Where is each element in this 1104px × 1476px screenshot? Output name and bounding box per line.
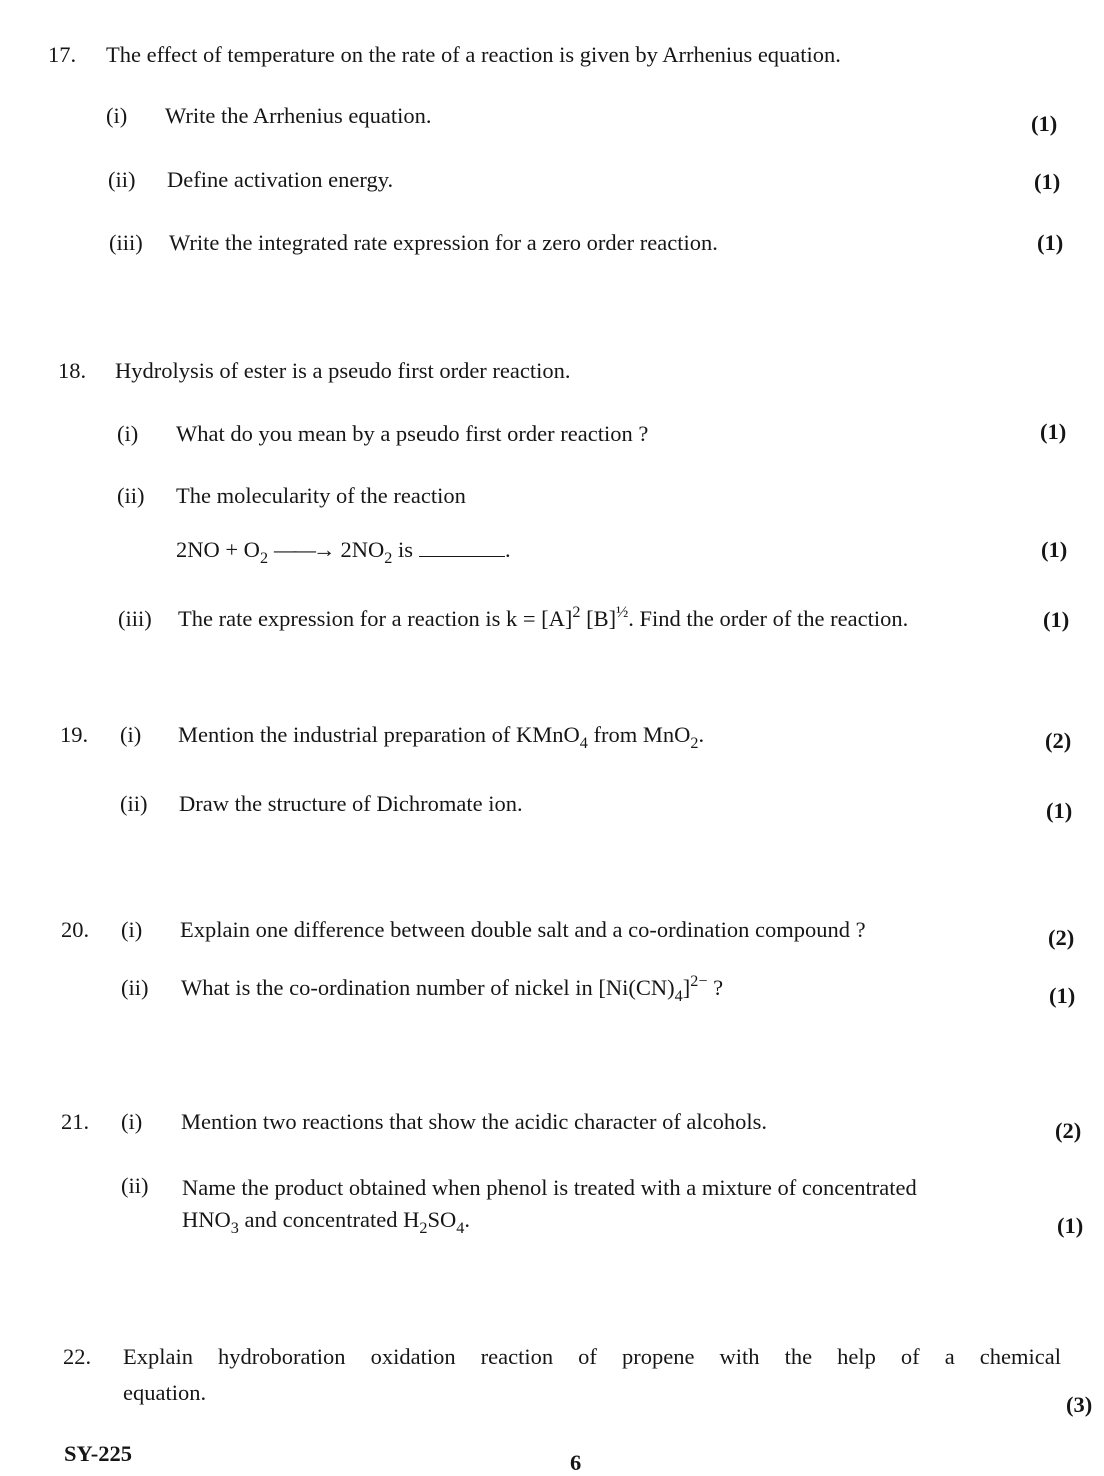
q18-part-iii-marks: (1)	[1043, 607, 1070, 632]
q21-part-ii-line1: Name the product obtained when phenol is treated with a mixture of concentrated	[182, 1175, 917, 1200]
q20-part-ii-text: What is the co-ordination number of nickel in $[Ni(CN)_4]^{2-}$ ?	[181, 972, 724, 1006]
q19-part-ii-marks: (1)	[1046, 798, 1073, 823]
q17-part-iii-text: Write the integrated rate expression for a zero order reaction.	[169, 230, 718, 255]
q19-part-ii-label: (ii)	[120, 791, 148, 816]
q19-part-ii-text: Draw the structure of Dichromate ion.	[179, 791, 523, 816]
q21-part-ii-label: (ii)	[121, 1173, 149, 1198]
q18-part-ii-label: (ii)	[117, 483, 145, 508]
q20-part-i-label: (i)	[121, 917, 143, 942]
q21-part-ii-marks: (1)	[1057, 1213, 1084, 1238]
q19-number: 19.	[60, 722, 89, 747]
q20-part-i-text: Explain one difference between double salt and a co-ordination compound ?	[180, 917, 866, 942]
q17-part-i-text: Write the Arrhenius equation.	[165, 103, 432, 128]
q18-equation: $2NO + O_2$ ——→ $2NO_2$ is .	[176, 537, 511, 568]
q19-part-i-text: Mention the industrial preparation of KMnO$_4$ from MnO$_2$.	[178, 722, 705, 753]
q18-stem: Hydrolysis of ester is a pseudo first order reaction.	[115, 358, 571, 383]
q21-number: 21.	[61, 1109, 90, 1134]
q17-part-i-marks: (1)	[1031, 111, 1058, 136]
q17-part-iii-label: (iii)	[109, 230, 143, 255]
q17-part-ii-text: Define activation energy.	[167, 167, 394, 192]
q21-part-i-label: (i)	[121, 1109, 143, 1134]
q19-part-i-label: (i)	[120, 722, 142, 747]
q18-part-ii-text: The molecularity of the reaction	[176, 483, 466, 508]
q21-part-i-text: Mention two reactions that show the acidic character of alcohols.	[181, 1109, 768, 1134]
q18-part-ii-marks: (1)	[1041, 537, 1068, 562]
q18-part-i-text: What do you mean by a pseudo first order reaction ?	[176, 421, 649, 446]
q18-number: 18.	[58, 358, 87, 383]
q17-number: 17.	[48, 42, 77, 67]
footer-code: SY-225	[64, 1441, 132, 1466]
q20-part-i-marks: (2)	[1048, 925, 1075, 950]
q20-number: 20.	[61, 917, 90, 942]
q18-part-i-label: (i)	[117, 421, 139, 446]
q17-part-i-label: (i)	[106, 103, 128, 128]
q18-part-i-marks: (1)	[1040, 419, 1067, 444]
page-number: 6	[570, 1450, 582, 1475]
q22-line2: equation.	[123, 1380, 207, 1405]
q20-part-ii-label: (ii)	[121, 975, 149, 1000]
q22-number: 22.	[63, 1344, 92, 1369]
q17-part-ii-label: (ii)	[108, 167, 136, 192]
q17-part-iii-marks: (1)	[1037, 230, 1064, 255]
q18-part-iii-text: The rate expression for a reaction is $k = [A]^2$ $[B]^{\frac{1}{2}}$. Find the order of the reaction.	[178, 603, 909, 631]
q18-part-iii-label: (iii)	[118, 606, 152, 631]
q17-stem: The effect of temperature on the rate of a reaction is given by Arrhenius equation.	[106, 42, 841, 67]
q22-marks: (3)	[1066, 1392, 1093, 1417]
q21-part-i-marks: (2)	[1055, 1118, 1082, 1143]
q19-part-i-marks: (2)	[1045, 728, 1072, 753]
q17-part-ii-marks: (1)	[1034, 169, 1061, 194]
q20-part-ii-marks: (1)	[1049, 983, 1076, 1008]
q22-line1: Explain hydroboration oxidation reaction of propene with the help of a chemical	[123, 1344, 1061, 1369]
q21-part-ii-line2: $HNO_3$ and concentrated $H_2SO_4$.	[182, 1207, 470, 1238]
answer-blank	[419, 555, 505, 557]
